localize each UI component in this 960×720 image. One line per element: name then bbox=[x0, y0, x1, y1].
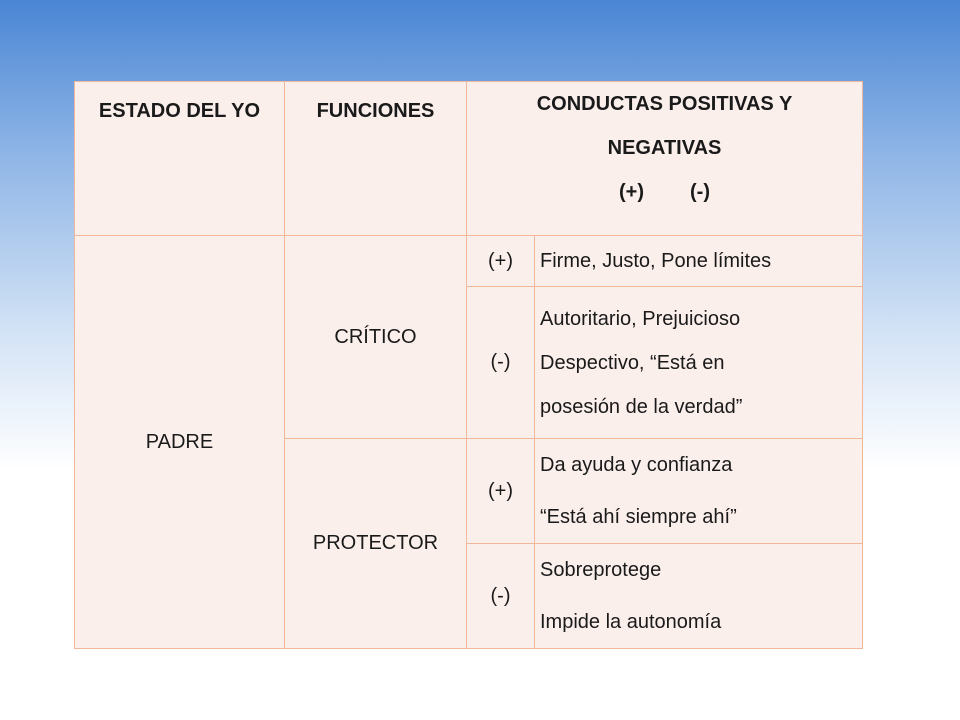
table-row bbox=[75, 236, 863, 287]
critico-positive-sign: (+) bbox=[488, 249, 513, 272]
critico-negative-line3: posesión de la verdad” bbox=[540, 395, 743, 418]
conductas-table bbox=[74, 81, 863, 649]
header-funciones-cell bbox=[285, 82, 467, 236]
header-estado: ESTADO DEL YO bbox=[98, 100, 261, 122]
protector-positive-sign-cell bbox=[467, 439, 535, 544]
critico-positive-sign-cell bbox=[467, 236, 535, 287]
protector-negative-sign: (-) bbox=[490, 584, 511, 607]
protector-positive-sign: (+) bbox=[488, 479, 513, 502]
protector-negative-line1: Sobreprotege bbox=[540, 559, 662, 581]
critico-negative-sign: (-) bbox=[490, 351, 511, 373]
funcion-critico: CRÍTICO bbox=[334, 325, 417, 348]
funcion-protector-cell bbox=[285, 439, 467, 649]
header-conductas-signs bbox=[467, 170, 862, 214]
critico-negative-line2: Despectivo, “Está en bbox=[540, 351, 725, 374]
header-row bbox=[75, 82, 863, 236]
header-positive-sign: (+) bbox=[619, 181, 644, 203]
header-conductas-line2: NEGATIVAS bbox=[607, 137, 722, 159]
protector-positive-line1: Da ayuda y confianza bbox=[540, 454, 733, 476]
funcion-protector: PROTECTOR bbox=[312, 532, 439, 554]
estado-padre-cell bbox=[75, 236, 285, 649]
header-estado-cell bbox=[75, 82, 285, 236]
critico-positive-desc-cell bbox=[535, 236, 863, 287]
protector-negative-line2: Impide la autonomía bbox=[540, 611, 722, 633]
critico-negative-sign-cell bbox=[467, 287, 535, 439]
header-funciones: FUNCIONES bbox=[316, 100, 435, 122]
protector-negative-sign-cell bbox=[467, 544, 535, 649]
protector-positive-line2: “Está ahí siempre ahí” bbox=[540, 506, 737, 528]
protector-positive-desc-cell bbox=[535, 439, 863, 544]
critico-positive-desc: Firme, Justo, Pone límites bbox=[540, 250, 772, 272]
critico-negative-desc-cell bbox=[535, 287, 863, 439]
estado-padre: PADRE bbox=[145, 430, 214, 453]
header-negative-sign: (-) bbox=[690, 181, 710, 203]
header-conductas-line1: CONDUCTAS POSITIVAS Y bbox=[536, 93, 793, 115]
critico-negative-line1: Autoritario, Prejuicioso bbox=[540, 307, 741, 330]
protector-negative-desc-cell bbox=[535, 544, 863, 649]
funcion-critico-cell bbox=[285, 236, 467, 439]
header-conductas-cell bbox=[467, 82, 863, 236]
